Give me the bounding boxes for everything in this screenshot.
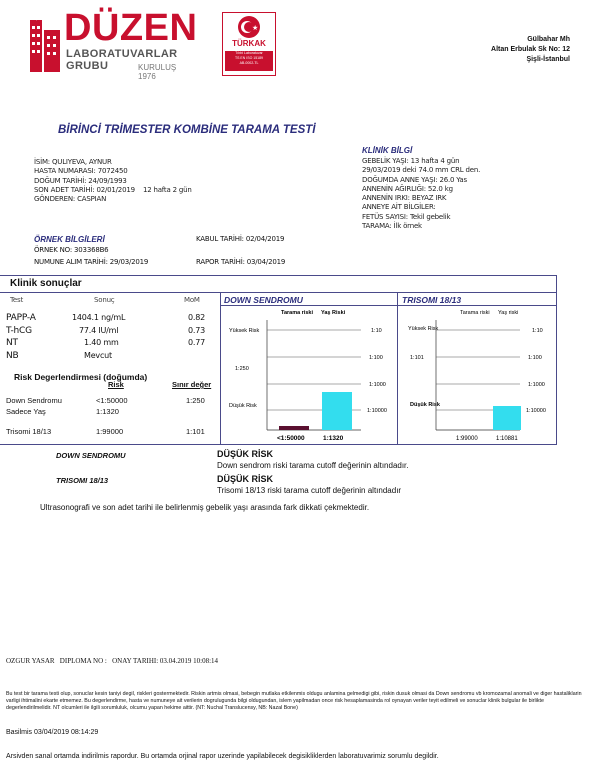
sample-report-date: RAPOR TARİHİ: 03/04/2019 bbox=[196, 258, 286, 266]
down-y-low: Düşük Risk bbox=[229, 403, 257, 409]
accreditation-badge bbox=[222, 12, 276, 76]
down-chart bbox=[221, 306, 396, 443]
risk-cutoff: 1:250 bbox=[186, 396, 205, 405]
clinical-heading: KLİNİK BİLGİ bbox=[362, 146, 413, 155]
lab-name: DÜZEN bbox=[64, 7, 198, 49]
trisomy-chart bbox=[398, 306, 556, 443]
accreditation-line3: AB-0002-TL bbox=[239, 61, 259, 65]
trisomy-gridlines bbox=[436, 330, 520, 410]
sample-heading: ÖRNEK BİLGİLERİ bbox=[34, 235, 105, 244]
result-value: Mevcut bbox=[84, 350, 112, 360]
signature-line: OZGUR YASAR DIPLOMA NO : ONAY TARIHI: 03.04.2019 10:08:14 bbox=[6, 657, 219, 665]
sample-accept-date: KABUL TARİHİ: 02/04/2019 bbox=[196, 235, 285, 243]
interp-trisomy-label: TRISOMI 18/13 bbox=[56, 476, 109, 485]
clinical-line: FETÜS SAYISI: Tekil gebelik bbox=[362, 212, 451, 221]
accreditation-line1: Tıbbi Laboratuvar bbox=[235, 51, 263, 55]
patient-number: HASTA NUMARASI: 7072450 bbox=[34, 167, 128, 176]
result-value: 1404.1 ng/mL bbox=[72, 313, 126, 322]
clinical-line: GEBELİK YAŞI: 13 hafta 4 gün bbox=[362, 157, 460, 165]
printed-date: Basilmis 03/04/2019 08:14:29 bbox=[6, 729, 99, 736]
down-tick: 1:10000 bbox=[367, 408, 387, 414]
trisomy-y-high: Yüksek Risk bbox=[408, 326, 439, 332]
clinical-note: Ultrasonografi ve son adet tarihi ile belirlenmiş gebelik yaşı arasında fark dikkati çekmektedir. bbox=[40, 503, 370, 512]
trisomy-tick: 1:10000 bbox=[526, 408, 546, 414]
result-test: NB bbox=[6, 350, 19, 361]
patient-sender: GÖNDEREN: CASPIAN bbox=[34, 195, 107, 204]
sample-collection-date: NUMUNE ALIM TARİHİ: 29/03/2019 bbox=[34, 258, 149, 266]
interp-trisomy-result: DÜŞÜK RİSK bbox=[217, 474, 274, 484]
risk-value: <1:50000 bbox=[96, 396, 128, 405]
turkak-crest-icon bbox=[235, 15, 263, 39]
clinical-line: ANNEYE AİT BİLGİLER: bbox=[362, 203, 436, 212]
lab-founded: KURULUŞ 1976 bbox=[138, 63, 177, 81]
building-icon bbox=[28, 12, 62, 72]
interp-down-label: DOWN SENDROMU bbox=[56, 451, 126, 460]
trisomy-tick: 1:100 bbox=[528, 355, 542, 361]
accreditation-line2: TS EN ISO 15189 bbox=[234, 56, 263, 60]
trisomy-series-label: Tarama riski bbox=[460, 310, 490, 316]
patient-dob: DOĞUM TARİHİ: 24/09/1993 bbox=[34, 176, 127, 185]
trisomy-bar-age bbox=[493, 406, 521, 430]
col-mom: MoM bbox=[184, 296, 200, 304]
down-bar-screening bbox=[279, 426, 309, 430]
trisomy-bar-label: 1:10881 bbox=[496, 436, 518, 442]
patient-lmp-weeks: 12 hafta 2 gün bbox=[142, 185, 192, 194]
risk-heading: Risk Degerlendirmesi (doğumda) bbox=[14, 372, 148, 382]
address-line: Şişli-İstanbul bbox=[526, 56, 570, 63]
risk-row bbox=[6, 396, 62, 405]
interp-down-result: DÜŞÜK RİSK bbox=[217, 449, 274, 459]
address-line: Gülbahar Mh bbox=[527, 36, 570, 43]
lab-subtitle: LABORATUVARLAR GRUBU bbox=[66, 48, 178, 72]
disclaimer: Bu test bir tarama testi olup, sonuclar kesin taniyi degil, riskleri gostermektedir. Riskin artmis olmasi, bebegin mutlaka etkilenmis oldugu anlamina gelmedigi gibi, riskin dusuk olmasi da Down sendromu vb kromozamal anomali ve diger hastaliklarin varligi ihtimalini ekarte etmemez. Bu degerlendirme, hasta ve numuneye ait verilerin dogrulugunda bilgi oldugundan, islem yapilmadan once risk hesaplamasinda rol oynayan veriler teyit edilmeli ve sonuclar klinik bulgular ile birlikte degerlendirilmelidir. NT olcumleri ile ilgili sorumluluk, olcumu yapan hekime aittir. (NT: Nuchal Translucensy, NB: Nazal Bone) bbox=[6, 691, 582, 711]
down-tick: 1:250 bbox=[235, 366, 249, 372]
down-chart-title: DOWN SENDROMU bbox=[224, 295, 303, 305]
lab-logo bbox=[28, 7, 198, 81]
result-value: 77.4 IU/ml bbox=[79, 325, 119, 335]
clinical-line: TARAMA: İlk örnek bbox=[362, 222, 422, 231]
results-box bbox=[0, 275, 557, 445]
risk-cutoff: 1:101 bbox=[186, 427, 205, 436]
lab-address bbox=[491, 35, 570, 65]
svg-text:★: ★ bbox=[252, 25, 259, 32]
col-result: Sonuç bbox=[94, 296, 115, 304]
accreditation-strip bbox=[225, 51, 273, 71]
address-line: Altan Erbulak Sk No: 12 bbox=[491, 46, 570, 53]
patient-info bbox=[34, 158, 192, 204]
interp-trisomy-text: Trisomi 18/13 riski tarama cutoff değerinin altındadır bbox=[217, 486, 402, 495]
trisomy-y-low: Düşük Risk bbox=[410, 402, 440, 408]
down-tick: 1:100 bbox=[369, 355, 383, 361]
patient-lmp: SON ADET TARİHİ: 02/01/2019 bbox=[34, 185, 135, 194]
turkak-brand: TÜRKAK bbox=[232, 39, 266, 48]
result-test: PAPP-A bbox=[6, 313, 36, 323]
result-test: T-hCG bbox=[6, 325, 32, 336]
down-tick: 1:1000 bbox=[369, 382, 386, 388]
trisomy-bar-label: 1:99000 bbox=[456, 436, 478, 442]
risk-value: 1:99000 bbox=[96, 427, 124, 436]
trisomy-tick: 1:1000 bbox=[528, 382, 545, 388]
trisomy-tick: 1:101 bbox=[410, 355, 424, 361]
clinical-line: 29/03/2019 deki 74.0 mm CRL den. bbox=[362, 166, 481, 175]
trisomy-tick: 1:10 bbox=[532, 328, 543, 334]
down-bar-label: 1:1320 bbox=[323, 435, 344, 442]
down-series-label: Yaş Riski bbox=[321, 310, 346, 316]
down-tick: 1:10 bbox=[371, 328, 382, 334]
archive-footer: Arsivden sanal ortamda indirilmis rapordur. Bu ortamda orjinal rapor uzerinde yapilabilecek degisikliklerden laboratuvarimiz sorumlu degildir. bbox=[6, 753, 439, 760]
col-test: Test bbox=[10, 296, 23, 304]
risk-label: Trisomi 18/13 bbox=[6, 427, 52, 436]
svg-text:✦: ✦ bbox=[32, 13, 41, 24]
risk-value: 1:1320 bbox=[96, 407, 119, 416]
clinical-line: ANNENİN AĞIRLIĞI: 52.0 kg bbox=[362, 184, 453, 193]
sample-number: ÖRNEK NO: 303368B6 bbox=[34, 246, 109, 254]
down-bar-age bbox=[322, 392, 352, 430]
risk-label: Sadece Yaş bbox=[6, 407, 46, 416]
trisomy-series-label: Yaş riski bbox=[498, 310, 519, 316]
result-mom: 0.82 bbox=[188, 313, 206, 322]
report-title: BİRİNCİ TRİMESTER KOMBİNE TARAMA TESTİ bbox=[58, 124, 316, 136]
interp-down-text: Down sendrom riski tarama cutoff değerinin altındadır. bbox=[217, 461, 409, 470]
result-mom: 0.73 bbox=[188, 325, 206, 335]
result-row bbox=[6, 312, 216, 362]
down-y-high: Yüksek Risk bbox=[229, 328, 260, 334]
clinical-line: ANNENİN IRKI: BEYAZ IRK bbox=[362, 194, 447, 203]
result-mom: 0.77 bbox=[188, 338, 206, 347]
result-value: 1.40 mm bbox=[84, 338, 119, 347]
down-series-label: Tarama riski bbox=[281, 310, 314, 316]
clinical-line: DOĞUMDA ANNE YAŞI: 26.0 Yas bbox=[362, 175, 467, 184]
cutoff-col: Sınır değer bbox=[172, 380, 212, 389]
clinical-info bbox=[362, 157, 480, 231]
patient-name: İSİM: QULIYEVA, AYNUR bbox=[34, 158, 112, 166]
trisomy-chart-title: TRISOMI 18/13 bbox=[402, 295, 462, 305]
result-test: NT bbox=[6, 338, 18, 348]
results-heading: Klinik sonuçlar bbox=[10, 278, 82, 289]
risk-label: Down Sendromu bbox=[6, 396, 62, 405]
down-bar-label: <1:50000 bbox=[277, 435, 305, 442]
risk-col: Risk bbox=[108, 380, 124, 389]
